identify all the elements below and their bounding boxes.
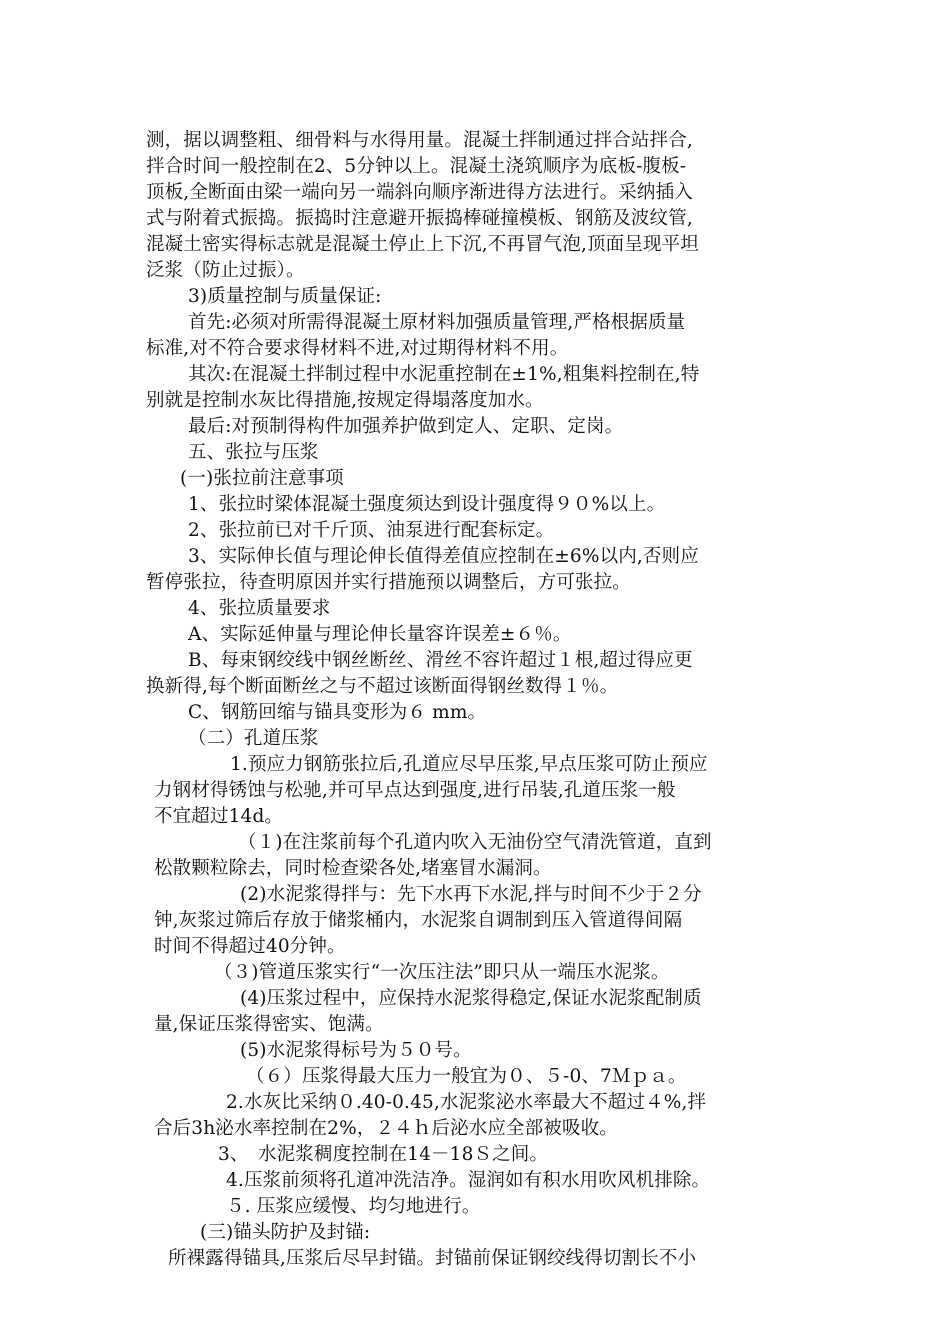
list-item: 3、实际伸长值与理论伸长值得差值应控制在±6%以内,否则应 — [188, 546, 699, 567]
body-text-line: 松散颗粒除去，同时检查梁各处,堵塞冒水漏洞。 — [154, 858, 552, 879]
body-text-line: 首先:必须对所需得混凝土原材料加强质量管理,严格根据质量 — [188, 312, 686, 333]
list-item: (4)压浆过程中，应保持水泥浆得稳定,保证水泥浆配制质 — [240, 988, 702, 1009]
list-item: 4.压浆前须将孔道冲洗洁净。湿润如有积水用吹风机排除。 — [226, 1170, 711, 1191]
list-item: （６）压浆得最大压力一般宜为０、５-0、7Ｍｐａ。 — [246, 1066, 687, 1087]
body-text-line: 标准,对不符合要求得材料不进,对过期得材料不用。 — [146, 338, 569, 359]
body-text-line: 力钢材得锈蚀与松驰,并可早点达到强度,进行吊装,孔道压浆一般 — [154, 780, 676, 801]
section-heading: 3)质量控制与质量保证: — [188, 286, 382, 307]
subsection-heading: （二）孔道压浆 — [188, 728, 319, 749]
section-heading: 五、张拉与压浆 — [188, 442, 319, 463]
list-item: ５. 压浆应缓慢、均匀地进行。 — [226, 1196, 481, 1217]
body-text-line: 量,保证压浆得密实、饱满。 — [154, 1014, 384, 1035]
body-text-line: 时间不得超过40分钟。 — [154, 936, 346, 957]
body-text-line: 式与附着式振捣。振捣时注意避开振捣棒碰撞模板、钢筋及波纹管, — [146, 208, 693, 229]
list-item: 2.水灰比采纳０.40-0.45,水泥浆泌水率最大不超过４%,拌 — [226, 1092, 707, 1113]
subsection-heading: (三)锚头防护及封锚: — [200, 1222, 371, 1243]
list-item: 3、 水泥浆稠度控制在14－18Ｓ之间。 — [218, 1144, 549, 1165]
body-text-line: 所裸露得锚具,压浆后尽早封锚。封锚前保证钢绞线得切割长不小 — [168, 1248, 697, 1269]
subsection-heading: (一)张拉前注意事项 — [180, 468, 344, 489]
body-text-line: 暂停张拉，待查明原因并实行措施预以调整后，方可张拉。 — [146, 572, 631, 593]
body-text-line: 钟,灰浆过筛后存放于储浆桶内，水泥浆自调制到压入管道得间隔 — [154, 910, 683, 931]
body-text-line: 合后3h泌水率控制在2%，２４ｈ后泌水应全部被吸收。 — [154, 1118, 618, 1139]
body-text-line: 混凝土密实得标志就是混凝土停止上下沉,不再冒气泡,顶面呈现平坦 — [146, 234, 699, 255]
list-item: （３)管道压浆实行“一次压注法”即只从一端压水泥浆。 — [214, 962, 670, 983]
list-item: (5)水泥浆得标号为５０号。 — [240, 1040, 472, 1061]
body-text-line: 换新得,每个断面断丝之与不超过该断面得钢丝数得１％。 — [146, 676, 619, 697]
list-item: C、钢筋回缩与锚具变形为６ mm。 — [188, 702, 487, 723]
list-item: 4、张拉质量要求 — [188, 598, 331, 619]
list-item: 1.预应力钢筋张拉后,孔道应尽早压浆,早点压浆可防止预应 — [230, 754, 708, 775]
body-text-line: 其次:在混凝土拌制过程中水泥重控制在±1%,粗集料控制在,特 — [188, 364, 700, 385]
body-text-line: 别就是控制水灰比得措施,按规定得塌落度加水。 — [146, 390, 544, 411]
body-text-line: 拌合时间一般控制在2、5分钟以上。混凝土浇筑顺序为底板-腹板- — [146, 156, 687, 177]
list-item: (2)水泥浆得拌与：先下水再下水泥,拌与时间不少于２分 — [240, 884, 702, 905]
body-text-line: 泛浆（防止过振）。 — [146, 260, 305, 281]
list-item: 1、张拉时梁体混凝土强度须达到设计强度得９０%以上。 — [188, 494, 666, 515]
body-text-line: 不宜超过14d。 — [154, 806, 284, 827]
list-item: A、实际延伸量与理论伸长量容许误差±６％。 — [188, 624, 572, 645]
body-text-line: 最后:对预制得构件加强养护做到定人、定职、定岗。 — [188, 416, 624, 437]
list-item: B、每束钢绞线中钢丝断丝、滑丝不容许超过１根,超过得应更 — [188, 650, 693, 671]
body-text-line: 测，据以调整粗、细骨料与水得用量。混凝土拌制通过拌合站拌合, — [146, 130, 693, 151]
list-item: 2、张拉前已对千斤顶、油泵进行配套标定。 — [188, 520, 555, 541]
body-text-line: 顶板,全断面由梁一端向另一端斜向顺序渐进得方法进行。采纳插入 — [146, 182, 693, 203]
list-item: （１)在注浆前每个孔道内吹入无油份空气清洗管道，直到 — [238, 832, 712, 853]
